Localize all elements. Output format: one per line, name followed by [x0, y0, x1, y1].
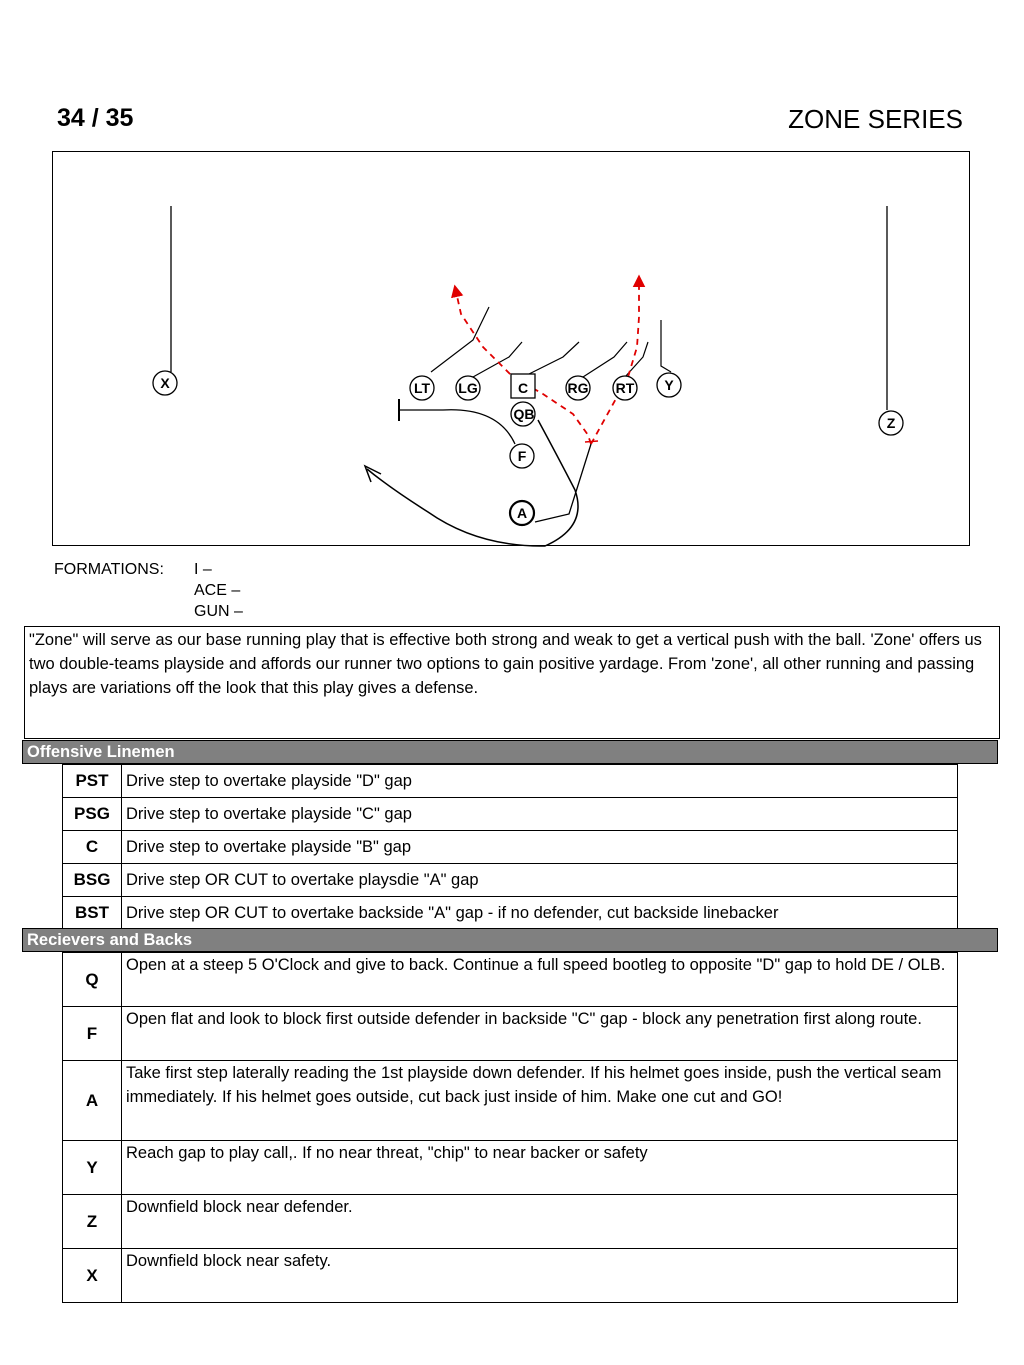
formations-label: FORMATIONS:: [54, 561, 164, 578]
play-diagram: [52, 151, 970, 546]
table-row: [63, 1249, 958, 1303]
position-code: PSG: [63, 798, 122, 831]
formation-item: ACE –: [194, 582, 241, 599]
vertical-seam-path: [591, 277, 639, 444]
table-row: [63, 1061, 958, 1141]
linemen-header: Offensive Linemen: [22, 740, 998, 764]
player-y-label: Y: [664, 377, 674, 393]
formation-item: I –: [194, 561, 212, 578]
player-z: [879, 411, 903, 435]
position-code: Y: [63, 1141, 122, 1195]
player-qb: [511, 402, 535, 426]
player-c-label: C: [517, 380, 529, 396]
lt-block: [431, 307, 489, 372]
player-rt: [613, 376, 637, 400]
player-x: [153, 371, 177, 395]
player-lt-label: LT: [413, 380, 431, 396]
player-lg: [456, 376, 480, 400]
player-lt: [410, 376, 434, 400]
position-code: Z: [63, 1195, 122, 1249]
player-f: [510, 444, 534, 468]
player-f-label: F: [517, 448, 527, 464]
f-block: [399, 410, 515, 444]
player-y: [657, 373, 681, 397]
player-x-label: X: [160, 375, 170, 391]
table-row: [63, 1007, 958, 1061]
formation-item: GUN –: [194, 603, 243, 620]
player-a-label: A: [516, 505, 528, 521]
assignment-text: Open flat and look to block first outside defender in backside "C" gap - block any penetration first along route.: [122, 1007, 958, 1061]
c-block: [523, 342, 579, 377]
assignment-text: Drive step OR CUT to overtake playsdie "A" gap: [122, 864, 958, 897]
a-path: [535, 444, 591, 522]
assignment-text: Drive step to overtake playside "B" gap: [122, 831, 958, 864]
rg-block: [583, 342, 627, 377]
page-number: 34 / 35: [57, 104, 134, 132]
position-code: F: [63, 1007, 122, 1061]
table-row: [63, 1195, 958, 1249]
linemen-table: [62, 764, 958, 930]
table-row: [63, 864, 958, 897]
player-z-label: Z: [886, 415, 896, 431]
assignment-text: Take first step laterally reading the 1st playside down defender. If his helmet goes inside, push the vertical seam immediately. If his helmet goes outside, cut back just inside of him. Make one cut and GO!: [122, 1061, 958, 1141]
table-row: [63, 953, 958, 1007]
backs-header: Recievers and Backs: [22, 928, 998, 952]
table-row: [63, 798, 958, 831]
table-row: [63, 765, 958, 798]
player-rg: [566, 376, 590, 400]
play-diagram-svg: [53, 152, 971, 547]
page-title: ZONE SERIES: [788, 104, 963, 134]
player-lg-label: LG: [458, 380, 478, 396]
position-code: A: [63, 1061, 122, 1141]
table-row: [63, 897, 958, 930]
position-code: X: [63, 1249, 122, 1303]
position-code: Q: [63, 953, 122, 1007]
assignment-text: Open at a steep 5 O'Clock and give to back. Continue a full speed bootleg to opposite "D" gap to hold DE / OLB.: [122, 953, 958, 1007]
assignment-text: Reach gap to play call,. If no near threat, "chip" to near backer or safety: [122, 1141, 958, 1195]
assignment-text: Drive step OR CUT to overtake backside "A" gap - if no defender, cut backside linebacker: [122, 897, 958, 930]
player-a: [510, 501, 534, 525]
play-description: "Zone" will serve as our base running play that is effective both strong and weak to get a vertical push with the ball. 'Zone' offers us two double-teams playside and affords our runner two options to gain positive yardage. From 'zone', all other running and passing plays are variations off the look that this play gives a defense.: [24, 626, 1000, 739]
position-code: C: [63, 831, 122, 864]
player-rg-label: RG: [567, 380, 589, 396]
read-tick: [585, 441, 598, 442]
player-rt-label: RT: [615, 380, 635, 396]
player-c: [511, 374, 535, 398]
lg-block: [473, 342, 522, 377]
player-qb-label: QB: [513, 406, 535, 422]
assignment-text: Downfield block near defender.: [122, 1195, 958, 1249]
position-code: PST: [63, 765, 122, 798]
position-code: BST: [63, 897, 122, 930]
assignment-text: Drive step to overtake playside "C" gap: [122, 798, 958, 831]
assignment-text: Drive step to overtake playside "D" gap: [122, 765, 958, 798]
backs-table: [62, 952, 958, 1303]
position-code: BSG: [63, 864, 122, 897]
table-row: [63, 831, 958, 864]
qb-bootleg: [367, 420, 578, 546]
table-row: [63, 1141, 958, 1195]
assignment-text: Downfield block near safety.: [122, 1249, 958, 1303]
y-block: [661, 320, 671, 372]
rt-block: [625, 342, 648, 377]
formations-list: [194, 559, 243, 622]
